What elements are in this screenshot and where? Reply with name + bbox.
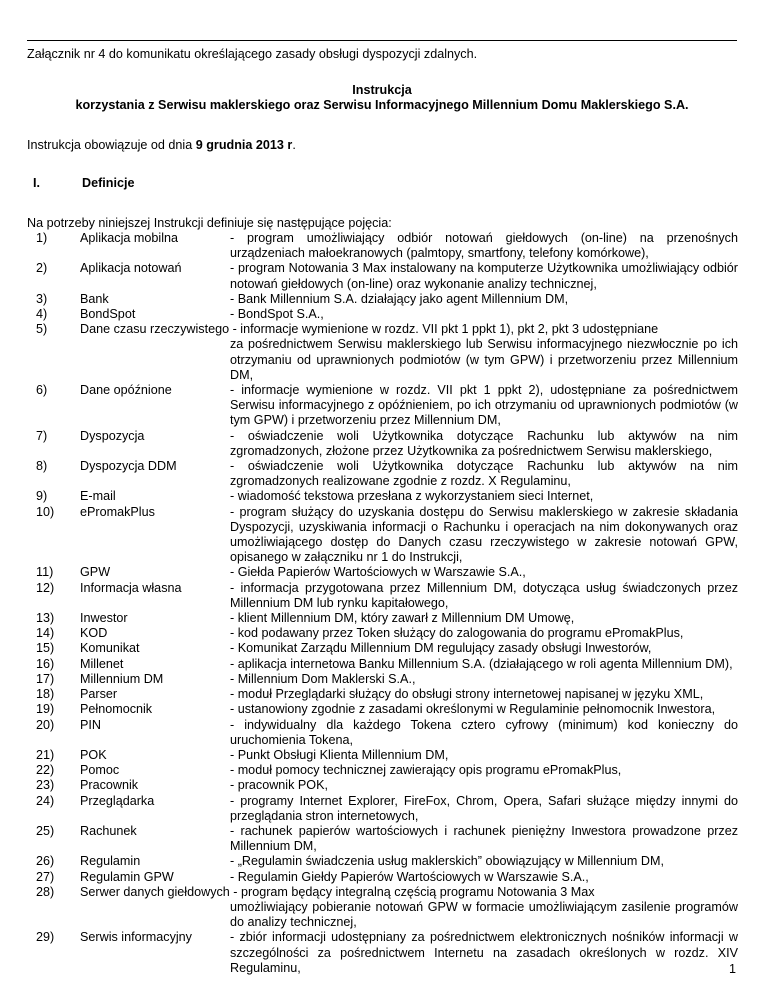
definition-term: Pełnomocnik <box>80 702 153 717</box>
definition-number: 17) <box>36 671 55 686</box>
definition-number: 3) <box>36 291 48 306</box>
definition-description: - oświadczenie woli Użytkownika dotyczące Rachunku lub aktywów na nim zgromadzonych, złożone przez Użytkownika za pośrednictwem Serwisu maklerskiego, <box>230 428 738 458</box>
definition-description: - program Notowania 3 Max instalowany na komputerze Użytkownika umożliwiający odbiór notowań giełdowych (on-line) oraz wykonanie analizy technicznej, <box>230 261 738 291</box>
definition-number: 11) <box>36 565 54 580</box>
definition-term: E-mail <box>80 489 116 504</box>
definition-number: 1) <box>36 231 48 245</box>
definition-description: - programy Internet Explorer, FireFox, Chrom, Opera, Safari służące między innymi do przeglądania stron internetowych, <box>230 793 738 823</box>
section-number: I. <box>33 176 40 190</box>
definition-item <box>0 718 768 748</box>
attachment-note: Załącznik nr 4 do komunikatu określającego zasady obsługi dyspozycji zdalnych. <box>27 47 478 61</box>
definition-description: - rachunek papierów wartościowych i rachunek pieniężny Inwestora prowadzone przez Millennium DM, <box>230 823 738 854</box>
definition-number: 25) <box>36 823 55 838</box>
definition-description: - oświadczenie woli Użytkownika dotyczące Rachunku lub aktywów na nim zgromadzonych realizowane zgodnie z rozdz. X Regulaminu, <box>230 459 738 489</box>
section-title: Definicje <box>82 176 135 190</box>
definition-number: 4) <box>36 307 48 322</box>
definition-description: - wiadomość tekstowa przesłana z wykorzystaniem sieci Internet, <box>230 489 594 504</box>
header-rule <box>27 40 737 41</box>
definition-item <box>0 565 768 580</box>
definition-description: - program umożliwiający odbiór notowań giełdowych (on-line) na przenośnych urządzeniach małoekranowych (palmtopy, smartfony, telefony komórkowe), <box>230 231 738 261</box>
definition-description: - ustanowiony zgodnie z zasadami określonymi w Regulaminie pełnomocnik Inwestora, <box>230 702 716 717</box>
definition-description: - Bank Millennium S.A. działający jako agent Millennium DM, <box>230 291 569 306</box>
definition-term: KOD <box>80 626 108 641</box>
definition-number: 12) <box>36 580 55 595</box>
definition-item <box>0 231 768 261</box>
definition-term: Komunikat <box>80 641 140 656</box>
definition-term: Pomoc <box>80 763 120 778</box>
definition-description: - Regulamin Giełdy Papierów Wartościowych w Warszawie S.A., <box>230 869 589 884</box>
definition-description: - moduł Przeglądarki służący do obsługi strony internetowej napisanej w języku XML, <box>230 687 704 702</box>
definition-number: 15) <box>36 641 55 656</box>
definition-description: - BondSpot S.A., <box>230 307 324 322</box>
definition-number: 6) <box>36 383 48 398</box>
definition-number: 19) <box>36 702 55 717</box>
definition-item <box>0 870 768 885</box>
definition-description: za pośrednictwem Serwisu maklerskiego lub Serwisu informacyjnego niezwłocznie po ich otrzymaniu od uprawnionych podmiotów (w tym GPW) i przetworzeniu przez Millennium DM, <box>230 337 738 382</box>
definition-number: 5) <box>36 322 48 337</box>
definition-item <box>0 307 768 322</box>
definition-number: 18) <box>36 687 55 702</box>
definition-description: - zbiór informacji udostępniany za pośrednictwem elektronicznych nośników informacji w szczególności za pośrednictwem Internetu na zasadach określonych w rozdz. XIV Regulaminu, <box>230 930 738 975</box>
definition-description: - Millennium Dom Maklerski S.A., <box>230 671 416 686</box>
definition-term: Aplikacja notowań <box>80 261 182 276</box>
definition-number: 7) <box>36 428 48 443</box>
definition-description: - Giełda Papierów Wartościowych w Warszawie S.A., <box>230 565 526 580</box>
document-title: Instrukcja <box>352 83 412 97</box>
definition-item <box>0 459 768 489</box>
definition-number: 14) <box>36 626 55 641</box>
definition-number: 16) <box>36 656 55 671</box>
definition-item <box>0 429 768 459</box>
effective-suffix: . <box>292 138 296 152</box>
definition-number: 23) <box>36 778 55 793</box>
definition-term: BondSpot <box>80 307 136 322</box>
definition-lead: Dane czasu rzeczywistego - informacje wymienione w rozdz. VII pkt 1 ppkt 1), pkt 2, pkt 3 udostępniane <box>80 322 659 337</box>
definition-term: Millennium DM <box>80 671 164 686</box>
definition-term: Dyspozycja DDM <box>80 459 177 474</box>
page-number: 1 <box>728 962 736 976</box>
definition-item <box>0 930 768 976</box>
definition-term: POK <box>80 747 107 762</box>
definition-term: Serwis informacyjny <box>80 930 192 945</box>
definition-term: Dane opóźnione <box>80 383 172 398</box>
definition-item <box>0 261 768 291</box>
definition-term: Millenet <box>80 656 124 671</box>
definition-term: Przeglądarka <box>80 793 155 808</box>
effective-prefix: Instrukcja obowiązuje od dnia <box>27 138 196 152</box>
definition-item <box>0 748 768 763</box>
definition-term: Rachunek <box>80 823 137 838</box>
definition-item <box>0 687 768 702</box>
definition-description: - pracownik POK, <box>230 778 328 793</box>
effective-date-line <box>27 138 296 152</box>
definition-description: - Komunikat Zarządu Millennium DM regulujący zasady obsługi Inwestorów, <box>230 641 652 656</box>
definition-number: 28) <box>36 884 55 899</box>
definition-number: 9) <box>36 489 48 504</box>
definition-number: 29) <box>36 930 55 945</box>
definition-term: GPW <box>80 565 111 580</box>
definition-number: 21) <box>36 747 55 762</box>
definition-term: Pracownik <box>80 778 139 793</box>
definition-number: 27) <box>36 869 55 884</box>
definition-description: - „Regulamin świadczenia usług maklerskich” obowiązujący w Millennium DM, <box>230 854 664 869</box>
definition-number: 24) <box>36 793 55 808</box>
definition-item <box>0 702 768 717</box>
definition-description: - moduł pomocy technicznej zawierający opis programu ePromakPlus, <box>230 763 622 778</box>
definition-description: umożliwiający pobieranie notowań GPW w formacie umożliwiającym zasilenie programów do analizy technicznej, <box>230 899 738 930</box>
definition-item <box>0 489 768 504</box>
definition-item <box>0 383 768 429</box>
definition-number: 13) <box>36 611 55 626</box>
definition-term: ePromakPlus <box>80 504 155 519</box>
definition-item <box>0 672 768 687</box>
definition-description: - aplikacja internetowa Banku Millennium S.A. (działającego w roli agenta Millennium DM), <box>230 656 733 671</box>
definition-term: Dyspozycja <box>80 428 145 443</box>
definition-number: 8) <box>36 459 48 474</box>
definition-item <box>0 505 768 566</box>
definition-item <box>0 824 768 854</box>
definition-number: 20) <box>36 717 55 732</box>
definition-item <box>0 322 768 383</box>
definition-item <box>0 778 768 793</box>
definition-description: - informacja przygotowana przez Millennium DM, dotycząca usług świadczonych przez Millennium DM lub rynku kapitałowego, <box>230 580 738 610</box>
definition-term: Regulamin <box>80 854 141 869</box>
definition-item <box>0 763 768 778</box>
definition-item <box>0 885 768 931</box>
definition-item <box>0 581 768 611</box>
definitions-intro: Na potrzeby niniejszej Instrukcji definiuje się następujące pojęcia: <box>27 216 392 230</box>
definition-number: 26) <box>36 854 55 869</box>
definition-description: - klient Millennium DM, który zawarł z Millennium DM Umowę, <box>230 611 575 626</box>
definition-term: PIN <box>80 717 101 732</box>
definition-term: Parser <box>80 687 118 702</box>
definition-item <box>0 854 768 869</box>
definition-description: - Punkt Obsługi Klienta Millennium DM, <box>230 747 449 762</box>
definition-description: - program służący do uzyskania dostępu do Serwisu maklerskiego w zakresie składania Dyspozycji, uzyskiwania informacji o Rachunku i operacjach na nim dokonywanych oraz umożliwiającego dostęp do Danych czasu rzeczywistego w zakresie notowań GPW, opisanego w załączniku nr 1 do Instrukcji, <box>230 504 738 565</box>
definition-description: - indywidualny dla każdego Tokena cztero cyfrowy (minimum) kod konieczny do uruchomienia Tokena, <box>230 717 738 747</box>
definition-item <box>0 641 768 656</box>
definition-number: 22) <box>36 763 55 778</box>
definition-lead: Serwer danych giełdowych - program będący integralną częścią programu Notowania 3 Max <box>80 884 595 899</box>
effective-date: 9 grudnia 2013 <box>195 138 284 152</box>
definition-item <box>0 626 768 641</box>
definition-number: 10) <box>36 504 55 519</box>
definition-term: Bank <box>80 291 109 306</box>
definition-term: Inwestor <box>80 611 128 626</box>
document-subtitle: korzystania z Serwisu maklerskiego oraz Serwisu Informacyjnego Millennium Domu Maklerskiego S.A. <box>75 98 689 112</box>
definition-item <box>0 657 768 672</box>
definition-item <box>0 611 768 626</box>
definition-number: 2) <box>36 261 48 276</box>
definition-item <box>0 292 768 307</box>
definition-term: Aplikacja mobilna <box>80 231 179 245</box>
effective-r: r <box>283 138 293 152</box>
definitions-list <box>0 231 768 976</box>
definition-description: - informacje wymienione w rozdz. VII pkt 1 ppkt 2), udostępniane za pośrednictwem Serwisu informacyjnego z opóźnieniem, po ich otrzymaniu od uprawnionych podmiotów (w tym GPW) i przetworzeniu przez Millennium DM, <box>230 383 738 428</box>
definition-description: - kod podawany przez Token służący do zalogowania do programu ePromakPlus, <box>230 626 684 641</box>
definition-term: Regulamin GPW <box>80 869 174 884</box>
definition-item <box>0 794 768 824</box>
definition-term: Informacja własna <box>80 580 182 595</box>
